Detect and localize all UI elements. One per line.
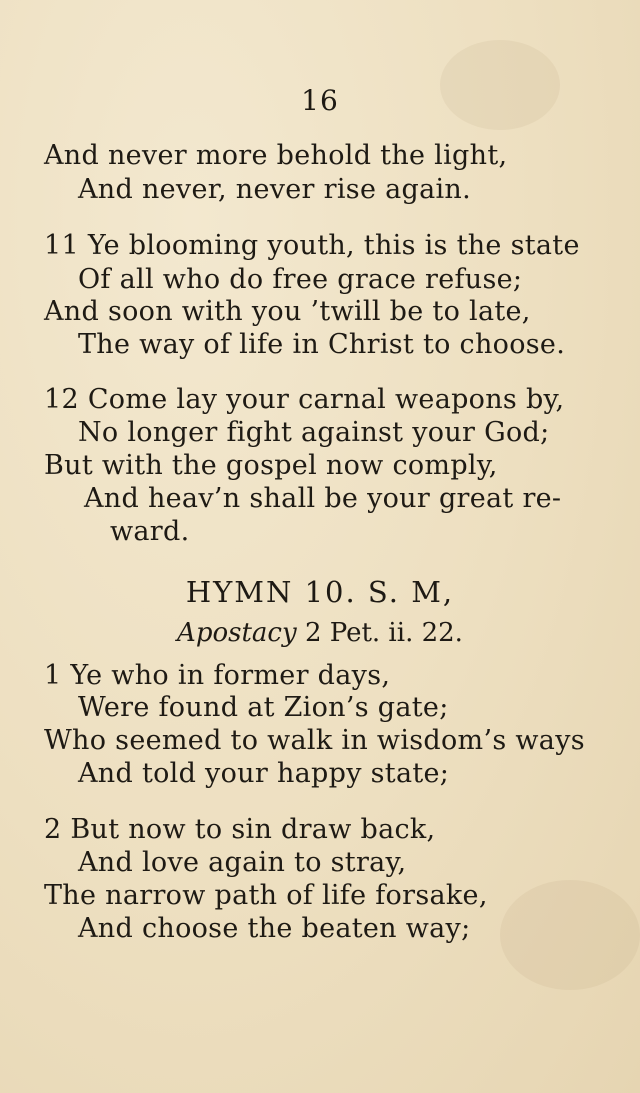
verse-line: 2 But now to sin draw back,: [44, 814, 436, 845]
verse-line: And never, never rise again.: [78, 174, 471, 205]
verse-line: Who seemed to walk in wisdom’s ways: [44, 725, 585, 756]
verse-line: Of all who do free grace refuse;: [78, 264, 523, 295]
hymn-title: HYMN 10. S. M,: [185, 575, 455, 609]
verse-line: And soon with you ’twill be to late,: [44, 296, 531, 327]
verse-line: And never more behold the light,: [44, 140, 508, 171]
verse-line: And love again to stray,: [78, 847, 407, 878]
verse-line: 12 Come lay your carnal weapons by,: [44, 384, 565, 415]
page-number: 16: [301, 84, 339, 117]
paper-stain: [500, 880, 640, 990]
verse-line: 1 Ye who in former days,: [44, 660, 391, 691]
verse-line: And choose the beaten way;: [78, 913, 471, 944]
verse-line: The narrow path of life forsake,: [44, 880, 488, 911]
verse-line: 11 Ye blooming youth, this is the state: [44, 230, 580, 261]
verse-line: ward.: [110, 516, 190, 547]
hymn-subtitle: [0, 617, 640, 649]
verse-line: And heav’n shall be your great re-: [84, 483, 562, 514]
verse-line: No longer fight against your God;: [78, 417, 550, 448]
hymn-reference: 2 Pet. ii. 22.: [304, 618, 463, 648]
verse-line: Were found at Zion’s gate;: [78, 692, 449, 723]
verse-line: The way of life in Christ to choose.: [78, 329, 566, 360]
hymn-subject: Apostacy: [177, 618, 297, 648]
verse-line: But with the gospel now comply,: [44, 450, 498, 481]
verse-line: And told your happy state;: [78, 758, 450, 789]
